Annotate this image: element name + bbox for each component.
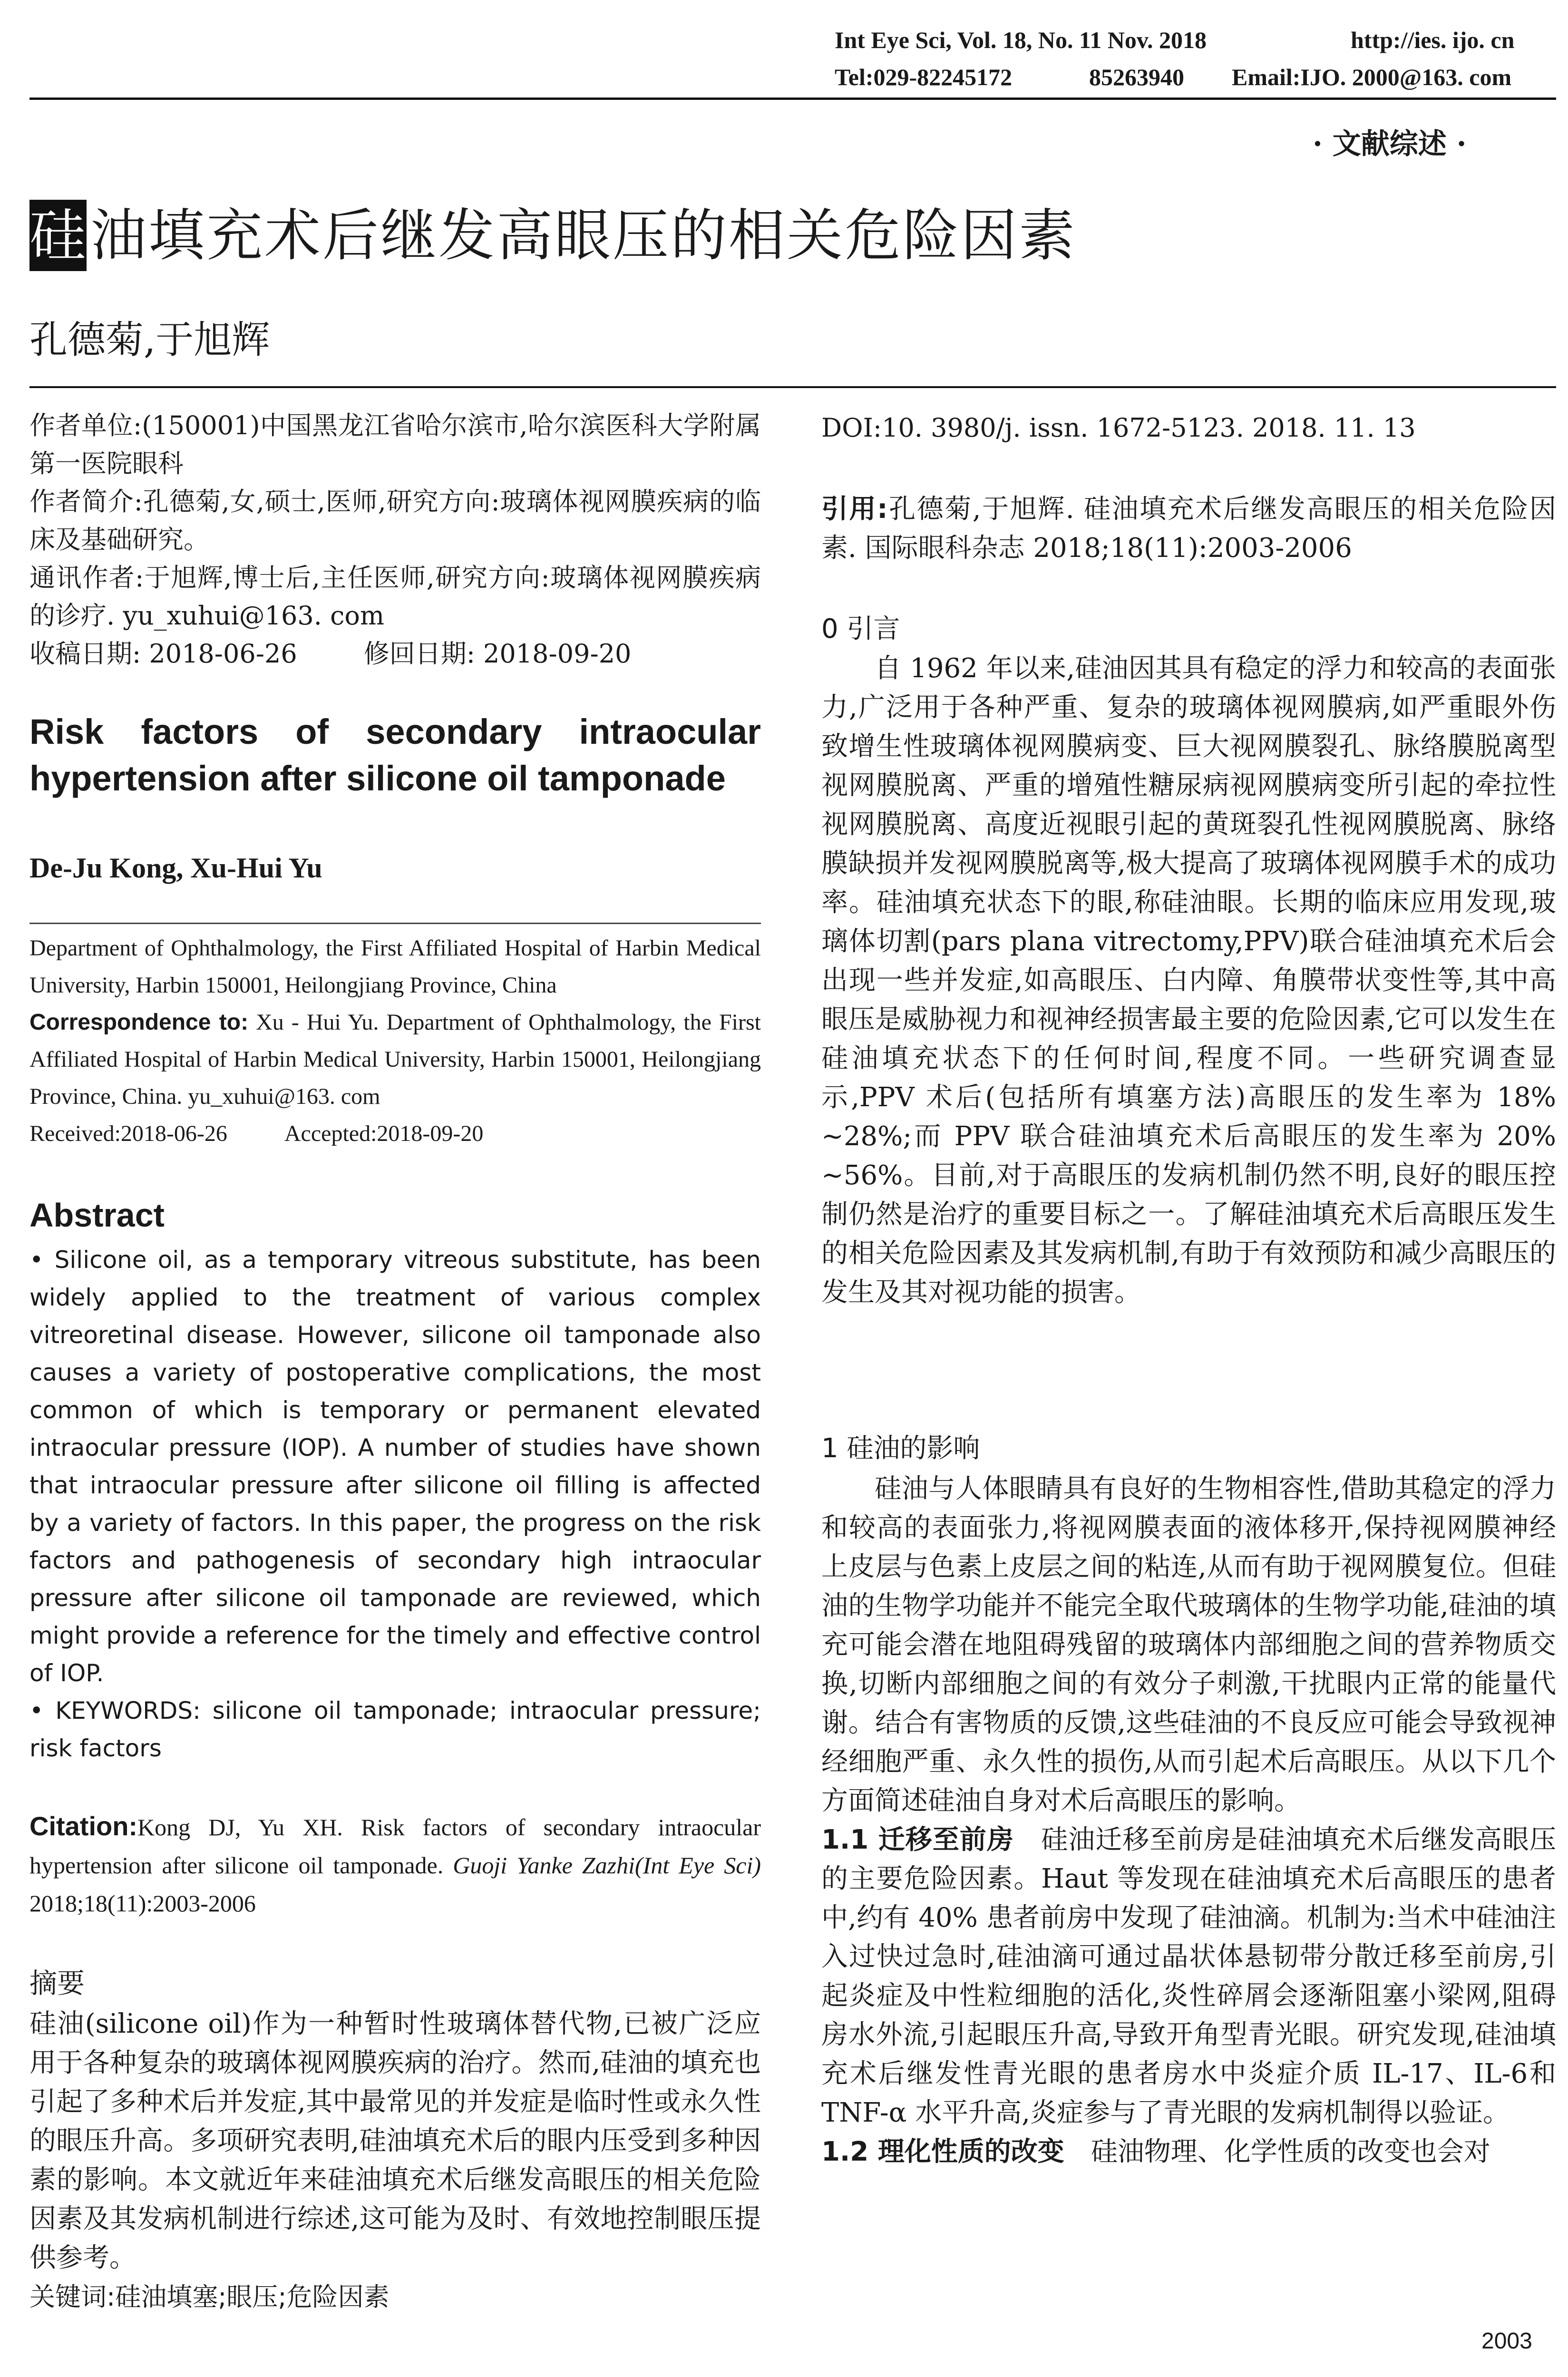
en-authors: De-Ju Kong, Xu-Hui Yu [29, 852, 322, 884]
en-received: Received:2018-06-26 [29, 1121, 227, 1146]
cn-revised: 修回日期: 2018-09-20 [363, 639, 632, 669]
column-tag: · 文献综述 · [1313, 127, 1467, 161]
en-keywords: • KEYWORDS: silicone oil tamponade; intraocular pressure; risk factors [29, 1697, 761, 1762]
en-citation [29, 1807, 761, 1922]
journal-info: Int Eye Sci, Vol. 18, No. 11 Nov. 2018 [835, 27, 1207, 53]
en-accepted: Accepted:2018-09-20 [284, 1121, 484, 1146]
en-title-line-1: Risk factors of secondary intraocular [29, 712, 761, 751]
journal-tel-2: 85263940 [1089, 64, 1184, 90]
abstract-heading: Abstract [29, 1197, 165, 1234]
en-correspondence [29, 1004, 761, 1115]
section-1-body [821, 1470, 1556, 2172]
header-rule [29, 97, 1556, 100]
en-dates [29, 1115, 761, 1152]
title-rule [29, 386, 1556, 388]
citation-text: Kong DJ, Yu XH. Risk factors of secondary intraocular hypertension after silicone oil tamponade. [29, 1814, 761, 1879]
journal-tel: Tel:029-82245172 [835, 64, 1013, 90]
title-initial: 硅 [29, 200, 87, 271]
section-1-heading: 1 硅油的影响 [821, 1433, 980, 1464]
cn-dates [29, 635, 761, 673]
journal-email: Email:IJO. 2000@163. com [1232, 64, 1512, 90]
en-author-info [29, 930, 761, 1152]
cn-cite-text: 孔德菊,于旭辉. 硅油填充术后继发高眼压的相关危险因素. 国际眼科杂志 2018;18(11):2003-2006 [821, 494, 1556, 564]
cn-abstract [29, 2005, 761, 2317]
section-0-heading: 0 引言 [821, 614, 900, 644]
citation-label: Citation: [29, 1811, 138, 1841]
cn-abstract-heading: 摘要 [29, 1967, 85, 1999]
en-corr-text: Xu - Hui Yu. Department of Ophthalmology, the First Affiliated Hospital of Harbin Medical University, Harbin 150001, Heilongjiang Province, China. yu_xuhui@163. com [29, 1010, 761, 1109]
cn-affiliation: 作者单位:(150001)中国黑龙江省哈尔滨市,哈尔滨医科大学附属第一医院眼科 [29, 410, 761, 478]
cn-keywords: 关键词:硅油填塞;眼压;危险因素 [29, 2282, 390, 2312]
cn-abstract-text: 硅油(silicone oil)作为一种暂时性玻璃体替代物,已被广泛应用于各种复杂的玻璃体视网膜疾病的治疗。然而,硅油的填充也引起了多种术后并发症,其中最常见的并发症是临时性或永久性的眼压升高。多项研究表明,硅油填充术后的眼内压受到多种因素的影响。本文就近年来硅油填充术后继发高眼压的相关危险因素及其发病机制进行综述,这可能为及时、有效地控制眼压提供参考。 [29, 2008, 761, 2273]
cn-authors: 孔德菊,于旭辉 [29, 318, 270, 362]
en-corr-label: Correspondence to: [29, 1010, 249, 1035]
section-0-text: 自 1962 年以来,硅油因其具有稳定的浮力和较高的表面张力,广泛用于各种严重、复杂的玻璃体视网膜病,如严重眼外伤致增生性玻璃体视网膜病变、巨大视网膜裂孔、脉络膜脱离型视网膜脱离、严重的增殖性糖尿病视网膜病变所引起的牵拉性视网膜脱离、高度近视眼引起的黄斑裂孔性视网膜脱离、脉络膜缺损并发视网膜脱离等,极大提高了玻璃体视网膜手术的成功率。硅油填充状态下的眼,称硅油眼。长期的临床应用发现,玻璃体切割(pars plana vitrectomy,PPV)联合硅油填充术后会出现一些并发症,如高眼压、白内障、角膜带状变性等,其中高眼压是威胁视力和视神经损害最主要的危险因素,它可以发生在硅油填充状态下的任何时间,程度不同。一些研究调查显示,PPV 术后(包括所有填塞方法)高眼压的发生率为 18% ~28%;而 PPV 联合硅油填充术后高眼压的发生率为 20% ~56%。目前,对于高眼压的发病机制仍然不明,良好的眼压控制仍然是治疗的重要目标之一。了解硅油填充术后高眼压发生的相关危险因素及其发病机制,有助于有效预防和减少高眼压的发生及其对视功能的损害。 [821, 653, 1556, 1308]
doi: DOI:10. 3980/j. issn. 1672-5123. 2018. 11. 13 [821, 413, 1416, 443]
section-1-text: 硅油与人体眼睛具有良好的生物相容性,借助其稳定的浮力和较高的表面张力,将视网膜表面的液体移开,保持视网膜神经上皮层与色素上皮层之间的粘连,从而有助于视网膜复位。但硅油的生物学功能并不能完全取代玻璃体的生物学功能,硅油的填充可能会潜在地阻碍残留的玻璃体内部细胞之间的营养物质交换,切断内部细胞之间的有效分子刺激,干扰眼内正常的能量代谢。结合有害物质的反馈,这些硅油的不良反应可能会导致视神经细胞严重、永久性的损伤,从而引起术后高眼压。从以下几个方面简述硅油自身对术后高眼压的影响。 [821, 1473, 1556, 1816]
title-rest: 油填充术后继发高眼压的相关危险因素 [90, 203, 1077, 268]
subsection-1-1-text: 硅油迁移至前房是硅油填充术后继发高眼压的主要危险因素。Haut 等发现在硅油填充术后高眼压的患者中,约有 40% 患者前房中发现了硅油滴。机制为:当术中硅油注入过快过急时,硅油滴可通过晶状体悬韧带分散迁移至前房,引起炎症及中性粒细胞的活化,炎性碎屑会逐渐阻塞小梁网,阻碍房水外流,引起眼压升高,导致开角型青光眼。研究发现,硅油填充术后继发性青光眼的患者房水中炎症介质 IL-17、IL-6和 TNF-α 水平升高,炎症参与了青光眼的发病机制得以验证。 [821, 1824, 1557, 2128]
subsection-1-2-text: 硅油物理、化学性质的改变也会对 [1091, 2136, 1490, 2167]
citation-journal: Guoji Yanke Zazhi(Int Eye Sci) [453, 1852, 761, 1879]
subsection-1-2-heading: 1.2 理化性质的改变 [821, 2136, 1064, 2167]
journal-url: http://ies. ijo. cn [1351, 27, 1515, 53]
cn-bio: 作者简介:孔德菊,女,硕士,医师,研究方向:玻璃体视网膜疾病的临床及基础研究。 [29, 487, 761, 555]
page-number: 2003 [1481, 2328, 1532, 2354]
citation-tail: 2018;18(11):2003-2006 [29, 1890, 256, 1917]
en-abstract-text: • Silicone oil, as a temporary vitreous substitute, has been widely applied to the treatment of various complex vitreoretinal disease. However, silicone oil tamponade also causes a variety of postoperative complications, the most common of which is temporary or permanent elevated intraocular pressure (IOP). A number of studies have shown that intraocular pressure after silicone oil filling is affected by a variety of factors. In this paper, the progress on the risk factors and pathogenesis of secondary high intraocular pressure after silicone oil tamponade are reviewed, which might provide a reference for the timely and effective control of IOP. [29, 1246, 761, 1687]
cn-cite-label: 引用: [821, 494, 888, 525]
subsection-1-1 [821, 1821, 1556, 2133]
en-title-line-2: hypertension after silicone oil tamponade [29, 759, 726, 798]
en-title [29, 709, 761, 802]
subsection-1-2 [821, 2133, 1556, 2172]
cn-citation [821, 490, 1556, 568]
en-abstract [29, 1241, 761, 1767]
cn-author-info [29, 407, 761, 673]
subsection-1-1-heading: 1.1 迁移至前房 [821, 1824, 1014, 1855]
section-0-body [821, 649, 1556, 1312]
cn-received: 收稿日期: 2018-06-26 [29, 639, 297, 669]
en-affiliation: Department of Ophthalmology, the First Affiliated Hospital of Harbin Medical University, Harbin 150001, Heilongjiang Province, China [29, 935, 761, 998]
article-title [29, 200, 1077, 271]
en-aff-rule [29, 923, 761, 924]
cn-corresponding: 通讯作者:于旭辉,博士后,主任医师,研究方向:玻璃体视网膜疾病的诊疗. yu_xuhui@163. com [29, 563, 761, 631]
